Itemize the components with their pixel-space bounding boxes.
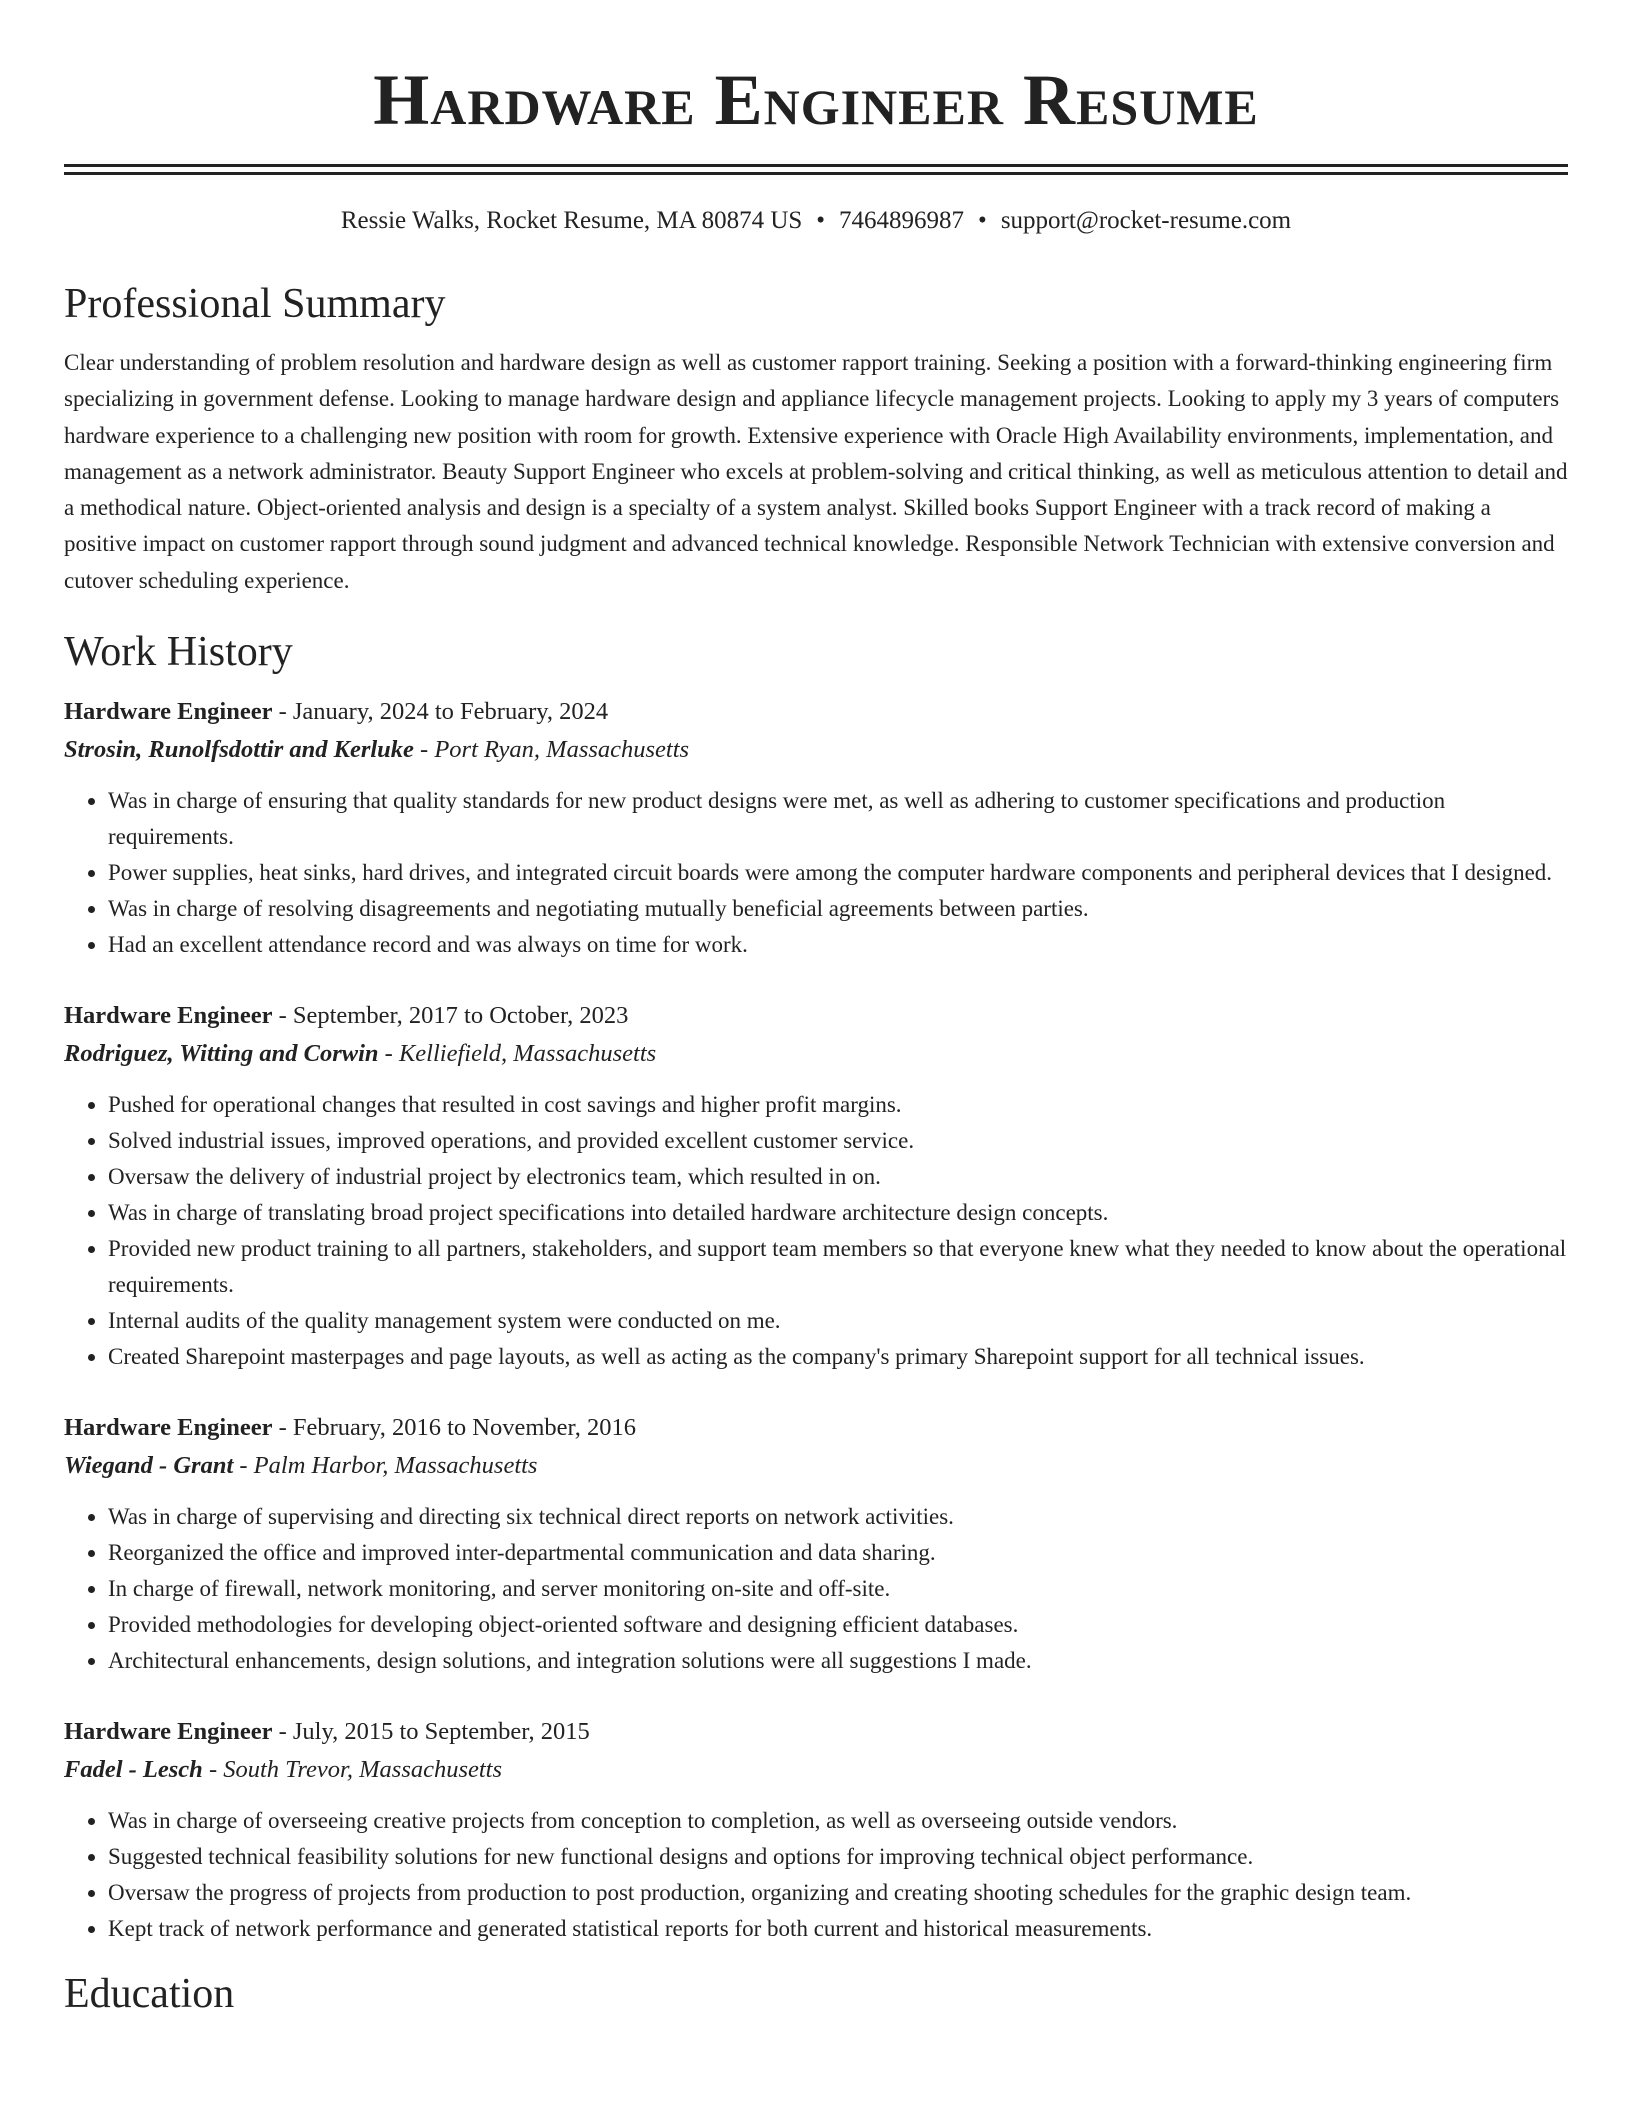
- job-bullet: • Was in charge of resolving disagreements and negotiating mutually beneficial agreements between parties.: [108, 891, 1568, 927]
- company-line: [64, 1447, 1568, 1485]
- job-entry: [64, 693, 1568, 963]
- job-dates: - January, 2024 to February, 2024: [272, 698, 609, 726]
- job-dates: - February, 2016 to November, 2016: [272, 1414, 636, 1442]
- job-bullet: • Pushed for operational changes that resulted in cost savings and higher profit margins.: [108, 1087, 1568, 1123]
- job-dates: - September, 2017 to October, 2023: [272, 1002, 629, 1030]
- company-name: Fadel - Lesch: [64, 1756, 203, 1784]
- job-bullet: • Created Sharepoint masterpages and page layouts, as well as acting as the company's primary Sharepoint support for all technical issues.: [108, 1339, 1568, 1375]
- job-bullet: • Power supplies, heat sinks, hard drives, and integrated circuit boards were among the computer hardware components and peripheral devices that I designed.: [108, 855, 1568, 891]
- work-history-heading: Work History: [64, 629, 293, 676]
- job-bullet: • Provided new product training to all partners, stakeholders, and support team members so that everyone knew what they needed to know about the operational requirements.: [108, 1231, 1568, 1303]
- job-bullet: • Architectural enhancements, design solutions, and integration solutions were all suggestions I made.: [108, 1643, 1568, 1679]
- company-location: - Kelliefield, Massachusetts: [378, 1040, 657, 1068]
- job-title: Hardware Engineer: [64, 1002, 273, 1030]
- job-title: Hardware Engineer: [64, 1718, 273, 1746]
- job-title: Hardware Engineer: [64, 698, 273, 726]
- job-bullet: • Suggested technical feasibility solutions for new functional designs and options for improving technical object performance.: [108, 1839, 1568, 1875]
- company-location: - Port Ryan, Massachusetts: [413, 736, 690, 764]
- job-bullet: • Kept track of network performance and generated statistical reports for both current and historical measurements.: [108, 1911, 1568, 1947]
- professional-summary-heading: Professional Summary: [64, 281, 446, 327]
- job-bullet: • Oversaw the progress of projects from production to post production, organizing and creating shooting schedules for the graphic design team.: [108, 1875, 1568, 1911]
- job-bullets: [64, 1803, 1568, 1947]
- job-title: Hardware Engineer: [64, 1414, 273, 1442]
- contact-email: support@rocket-resume.com: [1000, 207, 1292, 234]
- resume-title: Hardware Engineer Resume: [373, 60, 1259, 140]
- job-bullet: • Provided methodologies for developing object-oriented software and designing efficient databases.: [108, 1607, 1568, 1643]
- contact-separator: •: [816, 207, 826, 234]
- contact-phone: 7464896987: [839, 207, 965, 234]
- company-location: - Palm Harbor, Massachusetts: [233, 1452, 538, 1480]
- job-dates: - July, 2015 to September, 2015: [272, 1718, 590, 1746]
- job-bullets: [64, 1087, 1568, 1375]
- job-bullet: • Had an excellent attendance record and was always on time for work.: [108, 927, 1568, 963]
- company-name: Wiegand - Grant: [64, 1452, 234, 1480]
- job-entry: [64, 1409, 1568, 1679]
- company-line: [64, 731, 1568, 769]
- job-bullet: • Oversaw the delivery of industrial project by electronics team, which resulted in on.: [108, 1159, 1568, 1195]
- job-title-line: [64, 1713, 1568, 1751]
- company-line: [64, 1035, 1568, 1073]
- job-bullet: • In charge of firewall, network monitoring, and server monitoring on-site and off-site.: [108, 1571, 1568, 1607]
- job-bullets: [64, 783, 1568, 963]
- work-history-list: [64, 693, 1568, 1947]
- education-heading: Education: [64, 1971, 235, 2018]
- contact-address: Ressie Walks, Rocket Resume, MA 80874 US: [340, 207, 803, 234]
- job-title-line: [64, 1409, 1568, 1447]
- job-bullet: • Was in charge of supervising and directing six technical direct reports on network activities.: [108, 1499, 1568, 1535]
- job-entry: [64, 1713, 1568, 1947]
- job-bullet: • Solved industrial issues, improved operations, and provided excellent customer service.: [108, 1123, 1568, 1159]
- job-bullet: • Was in charge of ensuring that quality standards for new product designs were met, as well as adhering to customer specifications and production requirements.: [108, 783, 1568, 855]
- job-bullet: • Was in charge of overseeing creative projects from conception to completion, as well as overseeing outside vendors.: [108, 1803, 1568, 1839]
- job-entry: [64, 997, 1568, 1375]
- title-double-rule: [64, 164, 1568, 175]
- contact-line: [64, 205, 1568, 237]
- job-bullet: • Internal audits of the quality management system were conducted on me.: [108, 1303, 1568, 1339]
- company-name: Rodriguez, Witting and Corwin: [64, 1040, 379, 1068]
- contact-separator: •: [978, 207, 987, 234]
- company-name: Strosin, Runolfsdottir and Kerluke: [64, 736, 414, 764]
- job-bullet: • Reorganized the office and improved inter-departmental communication and data sharing.: [108, 1535, 1568, 1571]
- job-title-line: [64, 997, 1568, 1035]
- company-location: - South Trevor, Massachusetts: [202, 1756, 503, 1784]
- job-title-line: [64, 693, 1568, 731]
- company-line: [64, 1751, 1568, 1789]
- job-bullet: • Was in charge of translating broad project specifications into detailed hardware architecture design concepts.: [108, 1195, 1568, 1231]
- job-bullets: [64, 1499, 1568, 1679]
- professional-summary-text: Clear understanding of problem resolution and hardware design as well as customer rapport training. Seeking a position with a forward-thinking engineering firm specializing in government defense. Looking to manage hardware design and appliance lifecycle management projects. Looking to apply my 3 years of computers hardware experience to a challenging new position with room for growth. Extensive experience with Oracle High Availability environments, implementation, and management as a network administrator. Beauty Support Engineer who excels at problem-solving and critical thinking, as well as meticulous attention to detail and a methodical nature. Object-oriented analysis and design is a specialty of a system analyst. Skilled books Support Engineer with a track record of making a positive impact on customer rapport through sound judgment and advanced technical knowledge. Responsible Network Technician with extensive conversion and cutover scheduling experience.: [64, 350, 1568, 593]
